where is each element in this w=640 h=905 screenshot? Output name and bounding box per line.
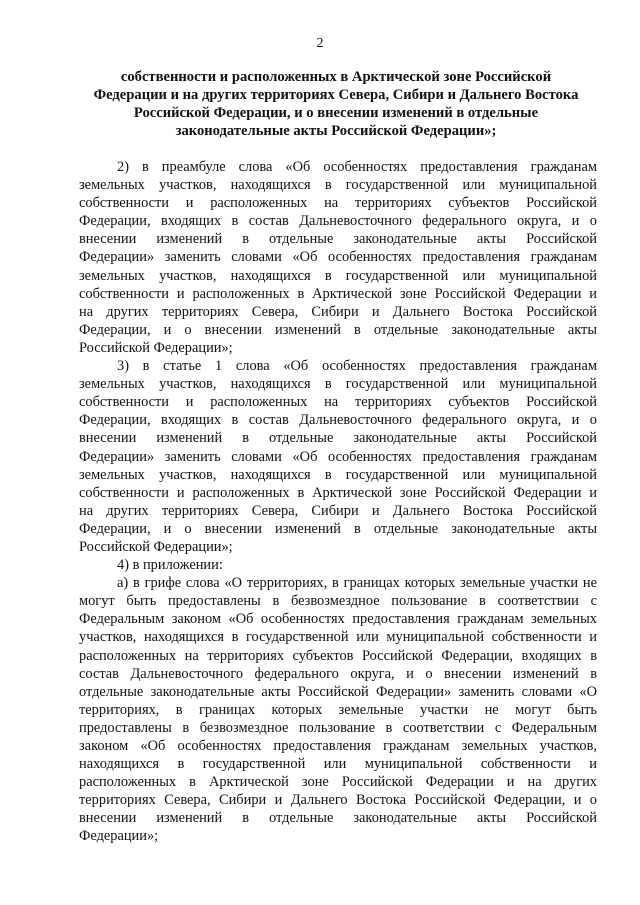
paragraph-line: земельных участков, находящихся в государственной или муниципальной: [79, 177, 597, 194]
paragraph-line: расположенных в Арктической зоне Российской Федерации и на других: [79, 774, 597, 791]
paragraph-item-4: [79, 556, 597, 574]
paragraph-line: на других территориях Севера, Сибири и Дальнего Востока Российской: [79, 303, 597, 320]
title-line: собственности и расположенных в Арктической зоне Российской: [120, 69, 552, 85]
paragraph-line: земельных участков, находящихся в государственной или муниципальной: [79, 466, 597, 483]
paragraph-line: Федеральным законом «Об особенностях предоставления гражданам земельных: [79, 611, 597, 628]
paragraph-item-2: [79, 158, 597, 357]
paragraph-line: расположенных на территориях субъектов Российской Федерации, входящих в: [79, 647, 597, 664]
paragraph-line: собственности и расположенных в Арктической зоне Российской Федерации и: [79, 285, 597, 302]
paragraph-line: Федерации, и о внесении изменений в отдельные законодательные акты: [79, 321, 597, 338]
paragraph-line: Российской Федерации»;: [79, 339, 233, 356]
paragraph-line: собственности и расположенных на территориях субъектов Российской: [79, 394, 597, 411]
paragraph-item-3: [79, 357, 597, 556]
paragraph-line: Федерации, входящих в состав Дальневосточного федерального округа, и о: [79, 412, 597, 429]
paragraph-line: состав Дальневосточного федерального округа, и о внесении изменений в: [79, 665, 597, 682]
paragraph-line: отдельные законодательные акты Российской Федерации» заменить словами «О: [79, 683, 597, 700]
paragraph-line: Федерации» заменить словами «Об особенностях предоставления гражданам: [79, 249, 597, 266]
paragraph-line: внесении изменений в отдельные законодательные акты Российской: [79, 810, 597, 827]
paragraph-line: Федерации, входящих в состав Дальневосточного федерального округа, и о: [79, 213, 597, 230]
paragraph-line: территориях Севера, Сибири и Дальнего Востока Российской Федерации, и о: [79, 792, 597, 809]
paragraph-item-4a: [79, 574, 597, 845]
paragraph-line: находящихся в государственной или муниципальной собственности и: [79, 756, 597, 773]
document-title: [88, 68, 584, 140]
paragraph-line: собственности и расположенных в Арктической зоне Российской Федерации и: [79, 484, 597, 501]
paragraph-line: предоставлены в безвозмездное пользование в соответствии с Федеральным: [79, 719, 597, 736]
paragraph-line: Российской Федерации»;: [79, 538, 233, 555]
document-body: [79, 158, 597, 846]
paragraph-line: на других территориях Севера, Сибири и Дальнего Востока Российской: [79, 502, 597, 519]
paragraph-line: внесении изменений в отдельные законодательные акты Российской: [79, 430, 597, 447]
paragraph-line: собственности и расположенных на территориях субъектов Российской: [79, 195, 597, 212]
paragraph-line: 4) в приложении:: [117, 557, 223, 574]
paragraph-line: 3) в статье 1 слова «Об особенностях предоставления гражданам: [117, 358, 597, 375]
paragraph-line: участков, находящихся в государственной или муниципальной собственности и: [79, 629, 597, 646]
paragraph-line: Федерации, и о внесении изменений в отдельные законодательные акты: [79, 520, 597, 537]
paragraph-line: Федерации»;: [79, 828, 159, 845]
title-line: законодательные акты Российской Федерации»;: [175, 123, 497, 139]
paragraph-line: земельных участков, находящихся в государственной или муниципальной: [79, 267, 597, 284]
paragraph-line: а) в грифе слова «О территориях, в границах которых земельные участки не: [117, 575, 597, 592]
page-number: 2: [316, 36, 324, 51]
paragraph-line: Федерации» заменить словами «Об особенностях предоставления гражданам: [79, 448, 597, 465]
paragraph-line: законом «Об особенностях предоставления гражданам земельных участков,: [79, 738, 597, 754]
paragraph-line: внесении изменений в отдельные законодательные акты Российской: [79, 231, 597, 248]
paragraph-line: 2) в преамбуле слова «Об особенностях предоставления гражданам: [117, 159, 597, 175]
title-line: Федерации и на других территориях Севера, Сибири и Дальнего Востока: [93, 87, 579, 103]
title-line: Российской Федерации, и о внесении изменений в отдельные: [133, 105, 539, 121]
paragraph-line: земельных участков, находящихся в государственной или муниципальной: [79, 376, 597, 393]
paragraph-line: территориях, в границах которых земельные участки не могут быть: [79, 701, 597, 718]
paragraph-line: могут быть предоставлены в безвозмездное пользование в соответствии с: [79, 593, 597, 610]
